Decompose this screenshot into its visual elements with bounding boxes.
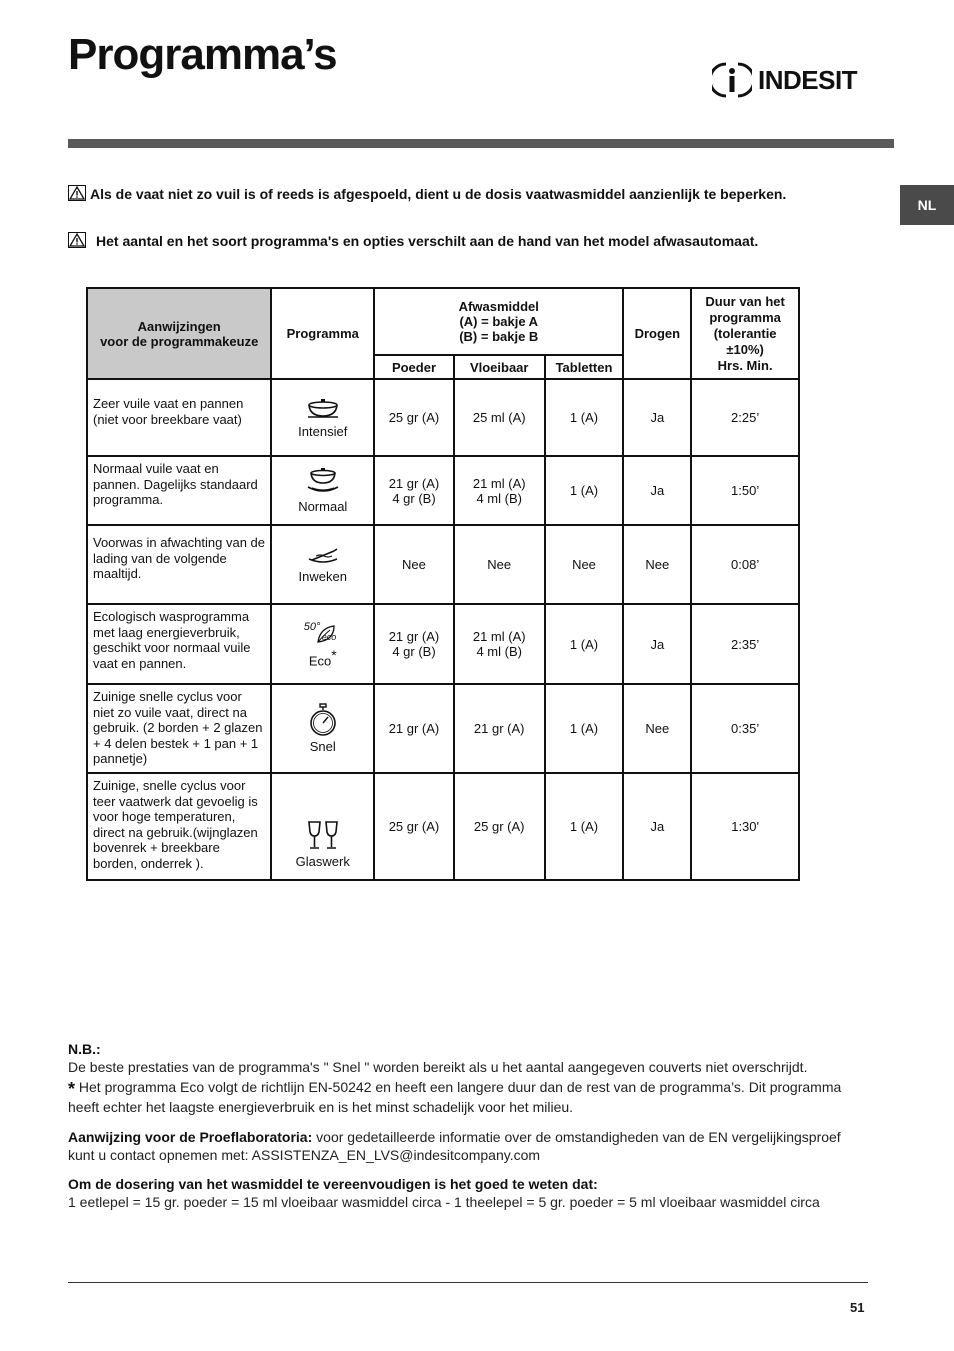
table-row <box>87 525 799 604</box>
warning-2-text: Het aantal en het soort programma's en opties verschilt aan de hand van het model afwasautomaat. <box>96 233 759 249</box>
row-description: Zuinige snelle cyclus voor niet zo vuile vaat, direct na gebruik. (2 borden + 2 glazen + 4 delen bestek + 1 pan + 1 pannetje) <box>87 684 271 773</box>
lab-text: voor gedetailleerde informatie over de omstandigheden van de EN vergelijkingsproef kunt u contact opnemen met: ASSISTENZA_EN_LVS@indesitcompany.com <box>68 1129 841 1163</box>
row-duration: 2:25’ <box>691 379 799 456</box>
soak-icon <box>306 545 340 567</box>
indesit-i-icon <box>712 60 752 100</box>
pot-icon <box>306 396 340 422</box>
header-program: Programma <box>271 288 374 379</box>
table-row <box>87 604 799 684</box>
row-powder: 25 gr (A) <box>374 773 454 880</box>
warning-triangle-icon <box>68 185 86 201</box>
row-tablets: 1 (A) <box>545 773 624 880</box>
row-drying: Ja <box>623 773 691 880</box>
row-duration: 0:08’ <box>691 525 799 604</box>
row-tablets: 1 (A) <box>545 684 624 773</box>
row-program <box>271 773 374 880</box>
row-drying: Nee <box>623 684 691 773</box>
language-tab: NL <box>900 185 954 225</box>
row-liquid: 21 gr (A) <box>454 684 545 773</box>
row-tablets: 1 (A) <box>545 379 624 456</box>
table-row <box>87 684 799 773</box>
table-row <box>87 773 799 880</box>
program-name: Snel <box>309 739 336 754</box>
row-duration: 0:35’ <box>691 684 799 773</box>
table-row <box>87 379 799 456</box>
header-drying: Drogen <box>623 288 691 379</box>
lab-section <box>68 1128 868 1164</box>
row-powder: 21 gr (A) <box>374 684 454 773</box>
brand-wordmark: INDESIT <box>758 64 858 95</box>
eco-note <box>68 1078 868 1116</box>
wine-glasses-icon <box>306 820 340 852</box>
header-powder: Poeder <box>374 355 454 379</box>
row-powder: 25 gr (A) <box>374 379 454 456</box>
header-instructions: Aanwijzingen voor de programmakeuze <box>87 288 271 379</box>
row-description: Zeer vuile vaat en pannen (niet voor breekbare vaat) <box>87 379 271 456</box>
pot-on-plate-icon <box>306 467 340 497</box>
row-tablets: 1 (A) <box>545 604 624 684</box>
dosing-section <box>68 1175 868 1211</box>
row-duration: 2:35’ <box>691 604 799 684</box>
header-tablets: Tabletten <box>545 355 624 379</box>
program-name: Inweken <box>298 569 347 584</box>
warning-2 <box>68 232 868 251</box>
brand-logo <box>712 60 857 100</box>
row-duration: 1:30' <box>691 773 799 880</box>
row-liquid: Nee <box>454 525 545 604</box>
row-liquid: 21 ml (A) 4 ml (B) <box>454 456 545 525</box>
program-name: Intensief <box>298 424 348 439</box>
row-drying: Ja <box>623 379 691 456</box>
row-powder: 21 gr (A) 4 gr (B) <box>374 604 454 684</box>
row-duration: 1:50’ <box>691 456 799 525</box>
row-tablets: Nee <box>545 525 624 604</box>
page-title: Programma’s <box>68 30 337 79</box>
row-liquid: 25 ml (A) <box>454 379 545 456</box>
row-program <box>271 684 374 773</box>
row-tablets: 1 (A) <box>545 456 624 525</box>
row-program <box>271 604 374 684</box>
page-number: 51 <box>850 1300 865 1315</box>
table-row <box>87 456 799 525</box>
nb-section <box>68 1040 868 1116</box>
row-description: Ecologisch wasprogramma met laag energieverbruik, geschikt voor normaal vuile vaat en pannen. <box>87 604 271 684</box>
dosing-text: 1 eetlepel = 15 gr. poeder = 15 ml vloeibaar wasmiddel circa - 1 theelepel = 5 gr. poeder = 5 ml vloeibaar wasmiddel circa <box>68 1194 820 1210</box>
row-program <box>271 456 374 525</box>
row-drying: Ja <box>623 604 691 684</box>
program-name: Normaal <box>298 499 348 514</box>
footer-rule <box>68 1282 868 1283</box>
eco-note-asterisk: * <box>68 1079 76 1099</box>
program-name: Eco <box>308 653 332 669</box>
eco-leaf-icon: 50° eco <box>303 620 337 642</box>
row-program <box>271 379 374 456</box>
row-liquid: 21 ml (A) 4 ml (B) <box>454 604 545 684</box>
program-table <box>86 287 800 881</box>
header-detergent: Afwasmiddel (A) = bakje A (B) = bakje B <box>374 288 623 355</box>
row-drying: Nee <box>623 525 691 604</box>
header-duration: Duur van het programma (tolerantie ±10%) Hrs. Min. <box>691 288 799 379</box>
row-powder: 21 gr (A) 4 gr (B) <box>374 456 454 525</box>
row-description: Zuinige, snelle cyclus voor teer vaatwerk dat gevoelig is voor hoge temperaturen, direct na gebruik.(wijnglazen bovenrek + breekbare borden, onderrek ). <box>87 773 271 880</box>
row-drying: Ja <box>623 456 691 525</box>
row-description: Normaal vuile vaat en pannen. Dagelijks standaard programma. <box>87 456 271 525</box>
program-name: Glaswerk <box>295 854 350 869</box>
row-powder: Nee <box>374 525 454 604</box>
row-liquid: 25 gr (A) <box>454 773 545 880</box>
eco-asterisk: * <box>331 646 337 663</box>
warning-triangle-icon <box>68 232 86 248</box>
row-description: Voorwas in afwachting van de lading van de volgende maaltijd. <box>87 525 271 604</box>
lab-label: Aanwijzing voor de Proeflaboratoria: <box>68 1129 313 1145</box>
warning-1-text: Als de vaat niet zo vuil is of reeds is afgespoeld, dient u de dosis vaatwasmiddel aanzienlijk te beperken. <box>90 186 787 202</box>
eco-note-text: Het programma Eco volgt de richtlijn EN-50242 en heeft een langere duur dan de rest van de programma’s. Dit programma heeft echter het laagste energieverbruik en is het minst schadelijk voor het milieu. <box>68 1079 842 1115</box>
row-program <box>271 525 374 604</box>
warning-1 <box>68 185 848 204</box>
dosing-label: Om de dosering van het wasmiddel te vereenvoudigen is het goed te weten dat: <box>68 1176 598 1192</box>
header-liquid: Vloeibaar <box>454 355 545 379</box>
stopwatch-icon <box>308 703 338 737</box>
nb-text: De beste prestaties van de programma's " Snel " worden bereikt als u het aantal aangegeven couverts niet overschrijdt. <box>68 1059 808 1075</box>
nb-label: N.B.: <box>68 1041 101 1057</box>
header-rule <box>68 139 894 148</box>
